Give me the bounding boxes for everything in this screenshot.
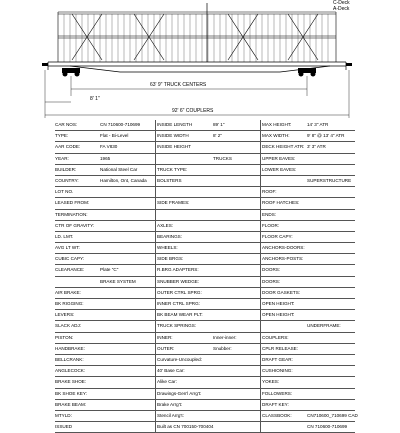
- spec-cell-c1: ISSUED: [55, 424, 73, 430]
- spec-cell-c3: SIDE BRGS:: [157, 256, 184, 262]
- spec-cell-c1: SLACK ADJ:: [55, 323, 82, 329]
- spec-row: [55, 310, 355, 321]
- spec-cell-c2: 1965: [100, 155, 111, 161]
- spec-cell-c1: BK RIGGING:: [55, 301, 84, 306]
- spec-cell-c5: DOORS:: [262, 278, 281, 284]
- spec-cell-c3: R.BRG ADAPTERS:: [157, 267, 199, 273]
- spec-cell-c1: CTR OF GRAVITY:: [55, 222, 95, 228]
- spec-cell-c3: OUTER:: [157, 345, 175, 351]
- truck-left: [62, 68, 80, 77]
- spec-cell-c4: 8' 2": [213, 133, 222, 139]
- spec-cell-c1: COUNTRY:: [55, 177, 79, 183]
- spec-cell-c3: BOLSTERS: [157, 177, 182, 183]
- spec-cell-c5: DOOR GASKETS:: [262, 289, 301, 295]
- spec-row: [55, 232, 355, 243]
- spec-row: [55, 377, 355, 388]
- dim-truck-centers: 63' 9" TRUCK CENTERS: [150, 82, 207, 88]
- spec-cell-c6: CN710600_710699 CAD: [307, 412, 358, 418]
- spec-cell-c5: ANCHORS-DOORS:: [262, 245, 305, 251]
- spec-cell-c6: UNDERFRAME:: [307, 323, 341, 329]
- spec-cell-c3: INNER CTRL SPRG:: [157, 301, 200, 306]
- spec-cell-c1: BRAKE BEAM:: [55, 401, 87, 407]
- spec-row: [55, 422, 355, 433]
- spec-cell-c6: 9' 8" @ 13' 4" ATR: [307, 133, 345, 139]
- spec-cell-c5: OPEN HEIGHT:: [262, 312, 295, 318]
- spec-cell-c5: MAX HEIGHT:: [262, 122, 292, 127]
- spec-cell-c5: COUPLERS:: [262, 334, 289, 340]
- spec-cell-c5: DOORS:: [262, 267, 281, 273]
- spec-cell-c5: LOWER EAVES:: [262, 166, 297, 172]
- spec-row: [55, 243, 355, 254]
- spec-cell-c5: CPLR RELEASE:: [262, 345, 298, 351]
- spec-cell-c3: BK BEAM WEAR PLT:: [157, 312, 203, 318]
- spec-cell-c1: CAR NOS:: [55, 122, 78, 127]
- spec-cell-c3: TRUCK SPRINGS:: [157, 323, 197, 329]
- spec-cell-c5: ROOF HATCHES:: [262, 200, 300, 206]
- spec-cell-c4: Snubber:: [213, 345, 232, 351]
- spec-row: [55, 366, 355, 377]
- legend-c-deck: C-Deck: [333, 0, 350, 6]
- railcar-side-elevation: [0, 0, 400, 120]
- spec-cell-c1: CUBIC CAPY:: [55, 256, 85, 262]
- spec-row: [55, 288, 355, 299]
- deck-legend: [333, 0, 400, 12]
- spec-row: [55, 400, 355, 411]
- spec-row: [55, 389, 355, 400]
- spec-row: [55, 187, 355, 198]
- spec-cell-c1: ANGLECOCK:: [55, 368, 86, 374]
- spec-cell-c2: Flat - Bi-Level: [100, 133, 129, 139]
- rack-upper-deck: [58, 12, 336, 62]
- spec-cell-c1: HANDBRAKE:: [55, 345, 85, 351]
- spec-cell-c3: SNUBBER WEDGE:: [157, 278, 200, 284]
- spec-cell-c3: Built as CN 700150-700404: [157, 424, 214, 430]
- spec-cell-c1: AVG LT WT:: [55, 245, 80, 251]
- spec-cell-c3: OUTER CTRL SPRG:: [157, 289, 202, 295]
- spec-cell-c3: SIDE FRAMES:: [157, 200, 190, 206]
- spec-cell-c4: Inner-inner:: [213, 334, 237, 340]
- spec-cell-c2: CN 710600-710699: [100, 122, 141, 127]
- spec-cell-c5: DRAFT KEY:: [262, 401, 289, 407]
- spec-cell-c1: BK SHOE KEY:: [55, 390, 87, 396]
- spec-row: [55, 210, 355, 221]
- spec-cell-c3: INSIDE LENGTH: [157, 122, 193, 127]
- spec-cell-c3: TRUCK TYPE:: [157, 166, 188, 172]
- spec-row: [55, 277, 355, 288]
- spec-cell-c3: WHEELS:: [157, 245, 178, 251]
- spec-cell-c3: Curvature-Uncoupled:: [157, 356, 202, 362]
- spec-row: [55, 355, 355, 366]
- spec-cell-c5: DECK HEIGHT ATR:: [262, 144, 305, 150]
- spec-cell-c6: SUPERSTRUCTURE: [307, 177, 352, 183]
- spec-cell-c6: CN 710600-710699: [307, 424, 348, 430]
- spec-cell-c6: 14' 3" ATR: [307, 122, 329, 127]
- spec-cell-c3: INSIDE WIDTH: [157, 133, 189, 139]
- spec-cell-c3: INNER:: [157, 334, 173, 340]
- spec-cell-c2: FA V830: [100, 144, 118, 150]
- spec-row: [55, 299, 355, 310]
- spec-cell-c1: TERMINATION:: [55, 211, 88, 217]
- spec-cell-c1: CLEARANCE:: [55, 267, 85, 273]
- rack-x-braces: [72, 14, 318, 60]
- spec-cell-c5: ROOF:: [262, 189, 277, 195]
- spec-cell-c3: BEARINGS:: [157, 233, 183, 239]
- spec-cell-c5: MAX WIDTH:: [262, 133, 290, 139]
- spec-cell-c3: Alike Car:: [157, 379, 177, 385]
- spec-cell-c2: Plate "C": [100, 267, 119, 273]
- spec-cell-c1: PISTON:: [55, 334, 74, 340]
- spec-row: [55, 131, 355, 142]
- spec-row: [55, 142, 355, 153]
- dim-couplers: 92' 6" COUPLERS: [172, 108, 214, 114]
- coupler-left: [42, 63, 48, 66]
- spec-cell-c4: TRUCKS: [213, 155, 232, 161]
- truck-right: [298, 68, 316, 77]
- spec-cell-c2: BRAKE SYSTEM: [100, 278, 136, 284]
- spec-cell-c3: INSIDE HEIGHT: [157, 144, 191, 150]
- spec-cell-c1: LD. LMT.: [55, 233, 74, 239]
- spec-cell-c5: ANCHORS-POSTS:: [262, 256, 304, 262]
- spec-row: [55, 221, 355, 232]
- spec-cell-c3: Brake Arrg't:: [157, 401, 183, 407]
- spec-row: [55, 165, 355, 176]
- spec-cell-c1: TYPE:: [55, 133, 69, 139]
- spec-row: [55, 120, 355, 131]
- spec-cell-c4: 89' 1": [213, 122, 225, 127]
- spec-cell-c1: AAR CODE:: [55, 144, 81, 150]
- spec-cell-c5: OPEN HEIGHT:: [262, 301, 295, 306]
- spec-cell-c5: FLOOR CAPY:: [262, 233, 293, 239]
- spec-cell-c5: YOKES:: [262, 379, 280, 385]
- spec-cell-c1: BELLCRANK:: [55, 356, 84, 362]
- spec-cell-c5: FLOOR:: [262, 222, 280, 228]
- spec-cell-c5: CUSHIONING:: [262, 368, 293, 374]
- spec-table: [55, 120, 358, 433]
- dim-overhang: 8' 1": [90, 96, 100, 102]
- spec-row: [55, 411, 358, 422]
- spec-cell-c1: AIR BRAKE:: [55, 289, 81, 295]
- spec-cell-c1: BRAKE SHOE:: [55, 379, 87, 385]
- spec-cell-c2: National Steel Car: [100, 166, 138, 172]
- coupler-right: [346, 63, 352, 66]
- spec-cell-c1: LEVERS:: [55, 312, 75, 318]
- spec-cell-c5: UPPER EAVES:: [262, 155, 296, 161]
- spec-row: [55, 333, 355, 344]
- spec-row: [55, 198, 355, 209]
- spec-cell-c1: LEASED FROM:: [55, 200, 90, 206]
- spec-cell-c3: Drawings-Gen'l Arrg't:: [157, 390, 202, 396]
- spec-cell-c1: YEAR:: [55, 155, 69, 161]
- spec-cell-c2: Hamilton, Ont, Canada: [100, 177, 147, 183]
- spec-cell-c5: FOLLOWERS:: [262, 390, 293, 396]
- spec-cell-c1: BUILDER:: [55, 166, 77, 172]
- spec-cell-c5: CLASSBOOK:: [262, 412, 292, 418]
- spec-row: [55, 321, 355, 332]
- spec-row: [55, 254, 355, 265]
- spec-cell-c3: AXLES:: [157, 222, 174, 228]
- spec-cell-c1: MTYLD:: [55, 412, 72, 418]
- spec-row: [55, 154, 355, 165]
- spec-cell-c1: LOT NO.: [55, 189, 74, 195]
- spec-row: [55, 265, 355, 276]
- spec-cell-c3: Stencil Arrg't:: [157, 412, 184, 418]
- spec-row: [55, 176, 355, 187]
- spec-row: [55, 344, 355, 355]
- legend-a-deck: A-Deck: [333, 6, 350, 12]
- spec-cell-c3: 40' Base Car:: [157, 368, 185, 374]
- spec-cell-c6: 3' 3" ATR: [307, 144, 326, 150]
- spec-cell-c5: DRAFT GEAR:: [262, 356, 293, 362]
- spec-cell-c5: ENDS:: [262, 211, 277, 217]
